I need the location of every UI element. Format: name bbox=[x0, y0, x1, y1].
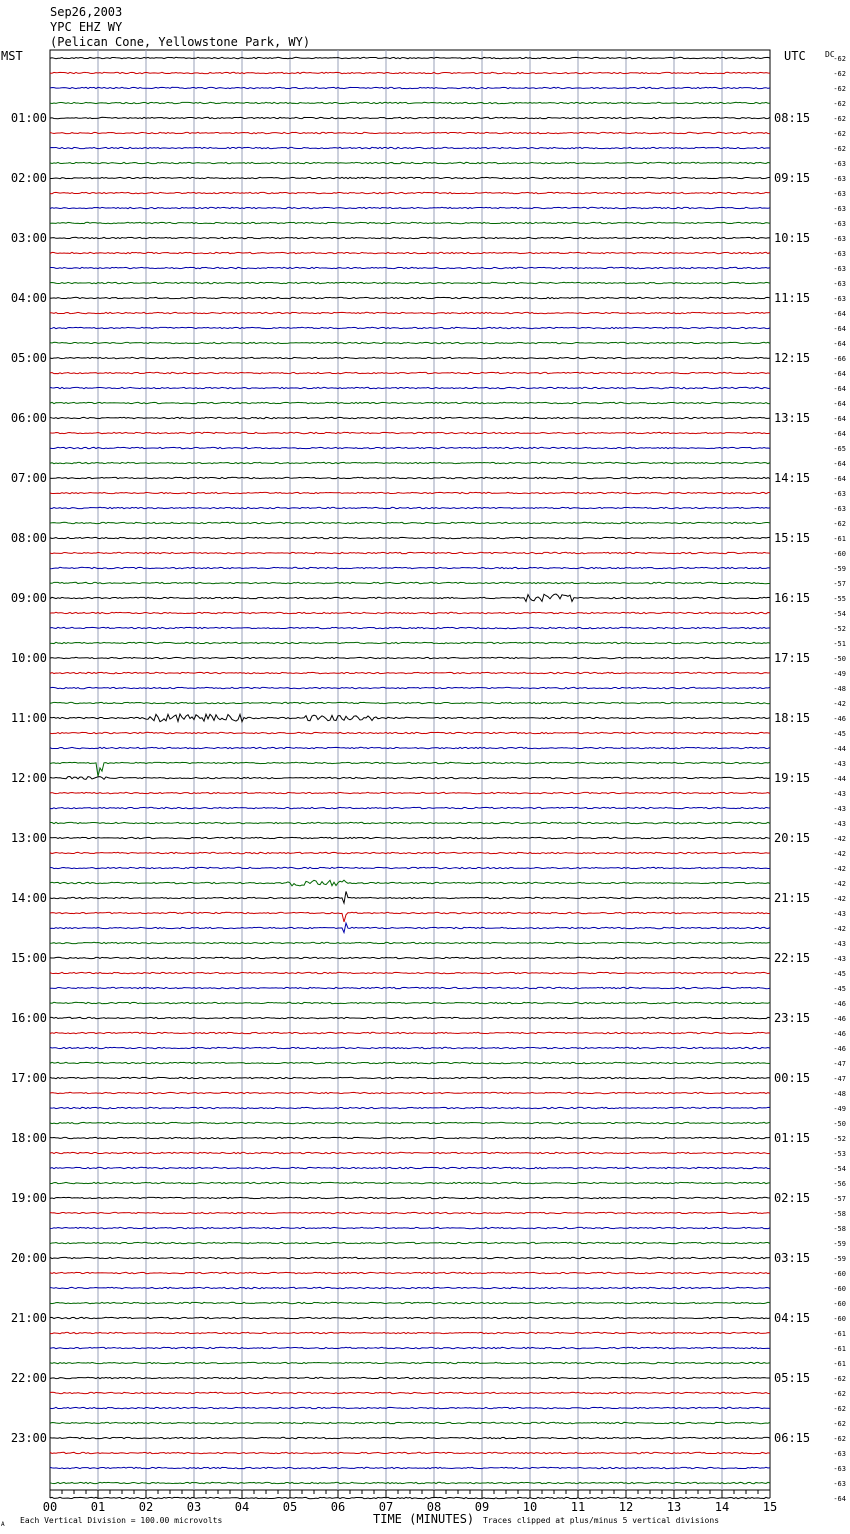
utc-hour-label: 17:15 bbox=[774, 651, 811, 665]
utc-hour-label: 18:15 bbox=[774, 711, 811, 725]
dc-offset-label: -45 bbox=[833, 970, 846, 978]
dc-offset-label: -63 bbox=[833, 190, 846, 198]
trace-line bbox=[50, 282, 770, 283]
dc-offset-label: -45 bbox=[833, 730, 846, 738]
trace-line bbox=[50, 1377, 770, 1378]
x-tick-label: 06 bbox=[330, 1500, 346, 1514]
trace-line bbox=[50, 447, 770, 448]
dc-offset-label: -62 bbox=[833, 55, 846, 63]
trace-line bbox=[50, 1272, 770, 1273]
dc-offset-label: -52 bbox=[833, 625, 846, 633]
dc-offset-label: -50 bbox=[833, 655, 846, 663]
right-header-utc: UTC bbox=[784, 49, 806, 63]
utc-hour-label: 20:15 bbox=[774, 831, 811, 845]
trace-line bbox=[50, 1212, 770, 1213]
mst-hour-label: 03:00 bbox=[10, 231, 47, 245]
dc-offset-label: -46 bbox=[833, 1015, 846, 1023]
mst-hour-label: 04:00 bbox=[10, 291, 47, 305]
utc-hour-label: 10:15 bbox=[774, 231, 811, 245]
trace-line bbox=[50, 807, 770, 808]
dc-offset-label: -62 bbox=[833, 130, 846, 138]
dc-offset-label: -43 bbox=[833, 910, 846, 918]
trace-line bbox=[50, 972, 770, 973]
mst-hour-label: 10:00 bbox=[10, 651, 47, 665]
dc-offset-label: -64 bbox=[833, 325, 846, 333]
title-line-1: Sep26,2003 bbox=[50, 5, 123, 19]
trace-line bbox=[50, 642, 770, 643]
dc-offset-label: -62 bbox=[833, 85, 846, 93]
dc-offset-label: -57 bbox=[833, 580, 846, 588]
trace-line bbox=[50, 507, 770, 508]
utc-hour-label: 01:15 bbox=[774, 1131, 811, 1145]
utc-hour-label: 11:15 bbox=[774, 291, 811, 305]
utc-hour-label: 23:15 bbox=[774, 1011, 811, 1025]
trace-line bbox=[50, 1407, 770, 1408]
utc-hour-label: 13:15 bbox=[774, 411, 811, 425]
trace-line bbox=[50, 297, 770, 298]
mst-hour-label: 18:00 bbox=[10, 1131, 47, 1145]
mst-hour-label: 20:00 bbox=[10, 1251, 47, 1265]
trace-line bbox=[50, 462, 770, 463]
dc-offset-label: -63 bbox=[833, 220, 846, 228]
mst-hour-label: 13:00 bbox=[10, 831, 47, 845]
trace-line bbox=[50, 777, 770, 780]
dc-offset-label: -61 bbox=[833, 535, 846, 543]
dc-offset-label: -64 bbox=[833, 1495, 846, 1503]
trace-line bbox=[50, 852, 770, 853]
mst-hour-label: 05:00 bbox=[10, 351, 47, 365]
trace-line bbox=[50, 582, 770, 583]
trace-line bbox=[50, 1482, 770, 1483]
trace-line bbox=[50, 1392, 770, 1393]
trace-line bbox=[50, 627, 770, 628]
dc-offset-label: -54 bbox=[833, 1165, 846, 1173]
dc-offset-label: -46 bbox=[833, 1045, 846, 1053]
trace-line bbox=[50, 207, 770, 208]
trace-line bbox=[50, 57, 770, 58]
dc-offset-label: -43 bbox=[833, 805, 846, 813]
trace-line bbox=[50, 1182, 770, 1183]
dc-offset-label: -60 bbox=[833, 1300, 846, 1308]
dc-offset-label: -42 bbox=[833, 700, 846, 708]
trace-line bbox=[50, 687, 770, 688]
trace-line bbox=[50, 1422, 770, 1423]
mst-hour-label: 08:00 bbox=[10, 531, 47, 545]
x-tick-label: 01 bbox=[90, 1500, 106, 1514]
trace-line bbox=[50, 957, 770, 958]
utc-hour-label: 00:15 bbox=[774, 1071, 811, 1085]
trace-line bbox=[50, 1047, 770, 1048]
trace-line bbox=[50, 312, 770, 313]
dc-offset-label: -52 bbox=[833, 1135, 846, 1143]
trace-line bbox=[50, 237, 770, 238]
utc-hour-label: 04:15 bbox=[774, 1311, 811, 1325]
trace-line bbox=[50, 147, 770, 148]
dc-offset-label: -64 bbox=[833, 340, 846, 348]
dc-offset-label: -62 bbox=[833, 145, 846, 153]
dc-offset-label: -42 bbox=[833, 880, 846, 888]
dc-offset-label: -60 bbox=[833, 550, 846, 558]
trace-line bbox=[50, 1002, 770, 1003]
x-tick-label: 00 bbox=[42, 1500, 58, 1514]
mst-hour-label: 07:00 bbox=[10, 471, 47, 485]
trace-line bbox=[50, 1017, 770, 1018]
trace-line bbox=[50, 72, 770, 73]
dc-offset-label: -64 bbox=[833, 475, 846, 483]
trace-line bbox=[50, 1077, 770, 1078]
trace-line bbox=[50, 714, 770, 722]
dc-offset-label: -62 bbox=[833, 1375, 846, 1383]
trace-line bbox=[50, 1332, 770, 1333]
trace-line bbox=[50, 522, 770, 523]
mst-hour-label: 15:00 bbox=[10, 951, 47, 965]
trace-line bbox=[50, 1317, 770, 1318]
trace-line bbox=[50, 612, 770, 613]
dc-offset-label: -44 bbox=[833, 775, 846, 783]
utc-hour-label: 15:15 bbox=[774, 531, 811, 545]
dc-offset-label: -62 bbox=[833, 115, 846, 123]
dc-offset-label: -53 bbox=[833, 1150, 846, 1158]
title-line-3: (Pelican Cone, Yellowstone Park, WY) bbox=[50, 35, 311, 49]
trace-line bbox=[50, 1347, 770, 1348]
x-tick-label: 13 bbox=[666, 1500, 682, 1514]
trace-line bbox=[50, 987, 770, 988]
trace-line bbox=[50, 942, 770, 943]
trace-line bbox=[50, 552, 770, 553]
dc-offset-label: -58 bbox=[833, 1210, 846, 1218]
dc-offset-label: -62 bbox=[833, 1405, 846, 1413]
trace-line bbox=[50, 702, 770, 703]
dc-offset-label: -63 bbox=[833, 295, 846, 303]
trace-line bbox=[50, 880, 770, 886]
trace-line bbox=[50, 1467, 770, 1468]
utc-hour-label: 14:15 bbox=[774, 471, 811, 485]
trace-line bbox=[50, 657, 770, 658]
dc-offset-label: -51 bbox=[833, 640, 846, 648]
scale-note: Each Vertical Division = 100.00 microvolts bbox=[20, 1516, 223, 1525]
utc-hour-label: 08:15 bbox=[774, 111, 811, 125]
trace-line bbox=[50, 252, 770, 253]
dc-offset-label: -60 bbox=[833, 1285, 846, 1293]
x-tick-label: 12 bbox=[618, 1500, 634, 1514]
trace-line bbox=[50, 594, 770, 601]
mst-hour-label: 19:00 bbox=[10, 1191, 47, 1205]
dc-offset-label: -61 bbox=[833, 1345, 846, 1353]
corner-mark: A bbox=[1, 1521, 5, 1528]
trace-line bbox=[50, 402, 770, 403]
dc-offset-label: -63 bbox=[833, 235, 846, 243]
x-tick-label: 15 bbox=[762, 1500, 778, 1514]
dc-offset-label: -46 bbox=[833, 1030, 846, 1038]
trace-line bbox=[50, 747, 770, 748]
trace-line bbox=[50, 1257, 770, 1258]
mst-hour-label: 16:00 bbox=[10, 1011, 47, 1025]
dc-offset-label: -63 bbox=[833, 205, 846, 213]
dc-offset-label: -64 bbox=[833, 310, 846, 318]
trace-line bbox=[50, 492, 770, 493]
dc-offset-label: -42 bbox=[833, 925, 846, 933]
dc-offset-label: -54 bbox=[833, 610, 846, 618]
utc-hour-label: 19:15 bbox=[774, 771, 811, 785]
dc-offset-label: -64 bbox=[833, 400, 846, 408]
trace-line bbox=[50, 1302, 770, 1303]
dc-offset-label: -62 bbox=[833, 70, 846, 78]
dc-offset-label: -49 bbox=[833, 670, 846, 678]
dc-offset-label: -43 bbox=[833, 940, 846, 948]
utc-hour-label: 16:15 bbox=[774, 591, 811, 605]
trace-line bbox=[50, 327, 770, 328]
dc-offset-label: -59 bbox=[833, 565, 846, 573]
dc-offset-label: -63 bbox=[833, 280, 846, 288]
x-tick-label: 02 bbox=[138, 1500, 154, 1514]
utc-hour-label: 03:15 bbox=[774, 1251, 811, 1265]
trace-line bbox=[50, 732, 770, 733]
dc-offset-label: -43 bbox=[833, 955, 846, 963]
x-tick-label: 03 bbox=[186, 1500, 202, 1514]
trace-line bbox=[50, 342, 770, 343]
trace-line bbox=[50, 417, 770, 418]
dc-offset-label: -60 bbox=[833, 1315, 846, 1323]
dc-offset-label: -63 bbox=[833, 1480, 846, 1488]
trace-line bbox=[50, 1122, 770, 1123]
trace-line bbox=[50, 822, 770, 823]
dc-offset-label: -63 bbox=[833, 1450, 846, 1458]
mst-hour-label: 17:00 bbox=[10, 1071, 47, 1085]
x-tick-label: 14 bbox=[714, 1500, 730, 1514]
trace-line bbox=[50, 923, 770, 932]
dc-offset-label: -45 bbox=[833, 985, 846, 993]
trace-line bbox=[50, 192, 770, 193]
trace-line bbox=[50, 891, 770, 903]
dc-offset-label: -59 bbox=[833, 1255, 846, 1263]
dc-offset-label: -61 bbox=[833, 1330, 846, 1338]
dc-offset-label: -59 bbox=[833, 1240, 846, 1248]
trace-line bbox=[50, 1227, 770, 1228]
dc-offset-label: -42 bbox=[833, 850, 846, 858]
trace-line bbox=[50, 1167, 770, 1168]
dc-header: DC bbox=[825, 50, 835, 59]
dc-offset-label: -60 bbox=[833, 1270, 846, 1278]
x-tick-label: 05 bbox=[282, 1500, 298, 1514]
x-tick-label: 07 bbox=[378, 1500, 394, 1514]
label-layer bbox=[1, 5, 846, 1528]
trace-layer bbox=[50, 57, 770, 1498]
mst-hour-label: 21:00 bbox=[10, 1311, 47, 1325]
trace-line bbox=[50, 177, 770, 178]
trace-line bbox=[50, 1137, 770, 1138]
mst-hour-label: 14:00 bbox=[10, 891, 47, 905]
trace-line bbox=[50, 117, 770, 118]
trace-line bbox=[50, 1152, 770, 1153]
x-tick-label: 09 bbox=[474, 1500, 490, 1514]
trace-line bbox=[50, 1062, 770, 1063]
dc-offset-label: -62 bbox=[833, 520, 846, 528]
x-tick-label: 04 bbox=[234, 1500, 250, 1514]
trace-line bbox=[50, 1032, 770, 1033]
trace-line bbox=[50, 537, 770, 538]
trace-line bbox=[50, 567, 770, 568]
mst-hour-label: 02:00 bbox=[10, 171, 47, 185]
dc-offset-label: -57 bbox=[833, 1195, 846, 1203]
mst-hour-label: 23:00 bbox=[10, 1431, 47, 1445]
x-tick-label: 08 bbox=[426, 1500, 442, 1514]
dc-offset-label: -66 bbox=[833, 355, 846, 363]
trace-line bbox=[50, 1287, 770, 1288]
dc-offset-label: -61 bbox=[833, 1360, 846, 1368]
mst-hour-label: 11:00 bbox=[10, 711, 47, 725]
trace-line bbox=[50, 1197, 770, 1198]
dc-offset-label: -43 bbox=[833, 760, 846, 768]
mst-hour-label: 12:00 bbox=[10, 771, 47, 785]
dc-offset-label: -62 bbox=[833, 100, 846, 108]
trace-line bbox=[50, 162, 770, 163]
x-axis-label: TIME (MINUTES) bbox=[373, 1512, 475, 1526]
trace-line bbox=[50, 1362, 770, 1363]
dc-offset-label: -43 bbox=[833, 820, 846, 828]
dc-offset-label: -62 bbox=[833, 1420, 846, 1428]
trace-line bbox=[50, 267, 770, 268]
trace-line bbox=[50, 477, 770, 478]
trace-line bbox=[50, 837, 770, 838]
dc-offset-label: -56 bbox=[833, 1180, 846, 1188]
trace-line bbox=[50, 912, 770, 922]
utc-hour-label: 12:15 bbox=[774, 351, 811, 365]
trace-line bbox=[50, 1497, 770, 1498]
dc-offset-label: -63 bbox=[833, 1465, 846, 1473]
dc-offset-label: -64 bbox=[833, 415, 846, 423]
mst-hour-label: 22:00 bbox=[10, 1371, 47, 1385]
title-line-2: YPC EHZ WY bbox=[50, 20, 123, 34]
trace-line bbox=[50, 432, 770, 433]
trace-line bbox=[50, 372, 770, 373]
dc-offset-label: -46 bbox=[833, 1000, 846, 1008]
dc-offset-label: -46 bbox=[833, 715, 846, 723]
utc-hour-label: 21:15 bbox=[774, 891, 811, 905]
dc-offset-label: -64 bbox=[833, 370, 846, 378]
dc-offset-label: -48 bbox=[833, 1090, 846, 1098]
dc-offset-label: -63 bbox=[833, 250, 846, 258]
mst-hour-label: 01:00 bbox=[10, 111, 47, 125]
trace-line bbox=[50, 132, 770, 133]
dc-offset-label: -63 bbox=[833, 505, 846, 513]
left-header-mst: MST bbox=[1, 49, 23, 63]
trace-line bbox=[50, 762, 770, 776]
trace-line bbox=[50, 1242, 770, 1243]
x-tick-label: 10 bbox=[522, 1500, 538, 1514]
utc-hour-label: 05:15 bbox=[774, 1371, 811, 1385]
dc-offset-label: -64 bbox=[833, 460, 846, 468]
trace-line bbox=[50, 1092, 770, 1093]
trace-line bbox=[50, 1452, 770, 1453]
dc-offset-label: -63 bbox=[833, 160, 846, 168]
dc-offset-label: -47 bbox=[833, 1075, 846, 1083]
trace-line bbox=[50, 1107, 770, 1108]
dc-offset-label: -62 bbox=[833, 1435, 846, 1443]
trace-line bbox=[50, 87, 770, 88]
dc-offset-label: -48 bbox=[833, 685, 846, 693]
trace-line bbox=[50, 1437, 770, 1438]
dc-offset-label: -42 bbox=[833, 835, 846, 843]
clip-note: Traces clipped at plus/minus 5 vertical divisions bbox=[483, 1516, 720, 1525]
dc-offset-label: -58 bbox=[833, 1225, 846, 1233]
dc-offset-label: -47 bbox=[833, 1060, 846, 1068]
dc-offset-label: -63 bbox=[833, 265, 846, 273]
x-tick-label: 11 bbox=[570, 1500, 586, 1514]
dc-offset-label: -65 bbox=[833, 445, 846, 453]
dc-offset-label: -63 bbox=[833, 175, 846, 183]
dc-offset-label: -42 bbox=[833, 895, 846, 903]
dc-offset-label: -50 bbox=[833, 1120, 846, 1128]
trace-line bbox=[50, 867, 770, 868]
dc-offset-label: -62 bbox=[833, 1390, 846, 1398]
utc-hour-label: 02:15 bbox=[774, 1191, 811, 1205]
mst-hour-label: 06:00 bbox=[10, 411, 47, 425]
utc-hour-label: 09:15 bbox=[774, 171, 811, 185]
trace-line bbox=[50, 672, 770, 673]
dc-offset-label: -55 bbox=[833, 595, 846, 603]
trace-line bbox=[50, 792, 770, 793]
dc-offset-label: -64 bbox=[833, 385, 846, 393]
trace-line bbox=[50, 387, 770, 388]
dc-offset-label: -44 bbox=[833, 745, 846, 753]
dc-offset-label: -42 bbox=[833, 865, 846, 873]
dc-offset-label: -43 bbox=[833, 790, 846, 798]
trace-line bbox=[50, 357, 770, 358]
trace-line bbox=[50, 222, 770, 223]
dc-offset-label: -64 bbox=[833, 430, 846, 438]
utc-hour-label: 06:15 bbox=[774, 1431, 811, 1445]
utc-hour-label: 22:15 bbox=[774, 951, 811, 965]
dc-offset-label: -63 bbox=[833, 490, 846, 498]
dc-offset-label: -49 bbox=[833, 1105, 846, 1113]
trace-line bbox=[50, 102, 770, 103]
mst-hour-label: 09:00 bbox=[10, 591, 47, 605]
